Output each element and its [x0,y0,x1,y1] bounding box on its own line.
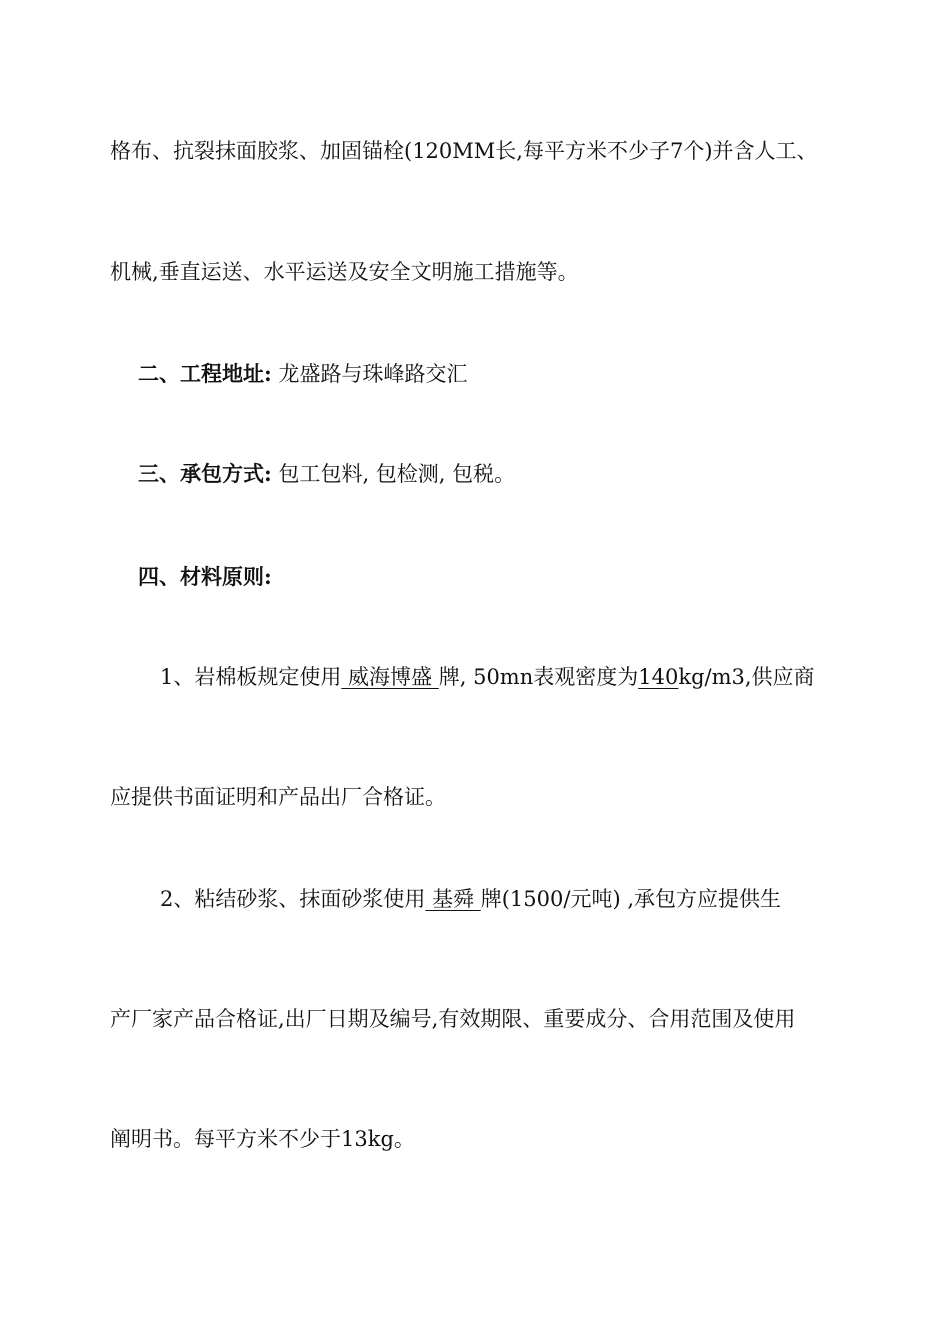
text-segment: 牌, 50mn表观密度为 [438,665,639,689]
section-contract-method [138,459,515,489]
clause-2-line [160,884,781,914]
clause-1-line [160,662,815,692]
underlined-density: 140 [638,665,679,689]
clause-2-continuation [110,1004,795,1034]
clause-2-continuation [110,1124,415,1154]
underlined-brand: 基舜 [425,887,481,911]
text-segment: 机械,垂直运送、水平运送及安全文明施工措施等。 [110,260,579,284]
section-heading: 二、工程地址: [138,361,272,386]
text-segment: kg/m3,供应商 [678,665,815,689]
section-material-principles [138,562,272,592]
section-heading: 四、材料原则: [138,564,272,589]
body-text-line [110,136,818,166]
text-segment: 2、粘结砂浆、抹面砂浆使用 [160,887,426,911]
body-text-line [110,257,579,287]
underlined-brand: 威海博盛 [341,665,439,689]
text-segment: 1、岩棉板规定使用 [160,665,342,689]
section-project-address [138,359,467,389]
section-heading: 三、承包方式: [138,461,272,486]
text-segment: 产厂家产品合格证,出厂日期及编号,有效期限、重要成分、合用范围及使用 [110,1007,796,1031]
text-segment: 应提供书面证明和产品出厂合格证。 [110,785,446,809]
section-value: 包工包料, 包检测, 包税。 [271,462,516,486]
text-segment: 牌(1500/元吨) ,承包方应提供生 [480,887,781,911]
text-segment: 格布、抗裂抹面胶浆、加固锚栓(120MM长,每平方米不少子7个)并含人工、 [110,139,818,163]
text-segment: 阐明书。每平方米不少于13kg。 [110,1127,415,1151]
section-value: 龙盛路与珠峰路交汇 [271,362,468,386]
clause-1-continuation [110,782,446,812]
